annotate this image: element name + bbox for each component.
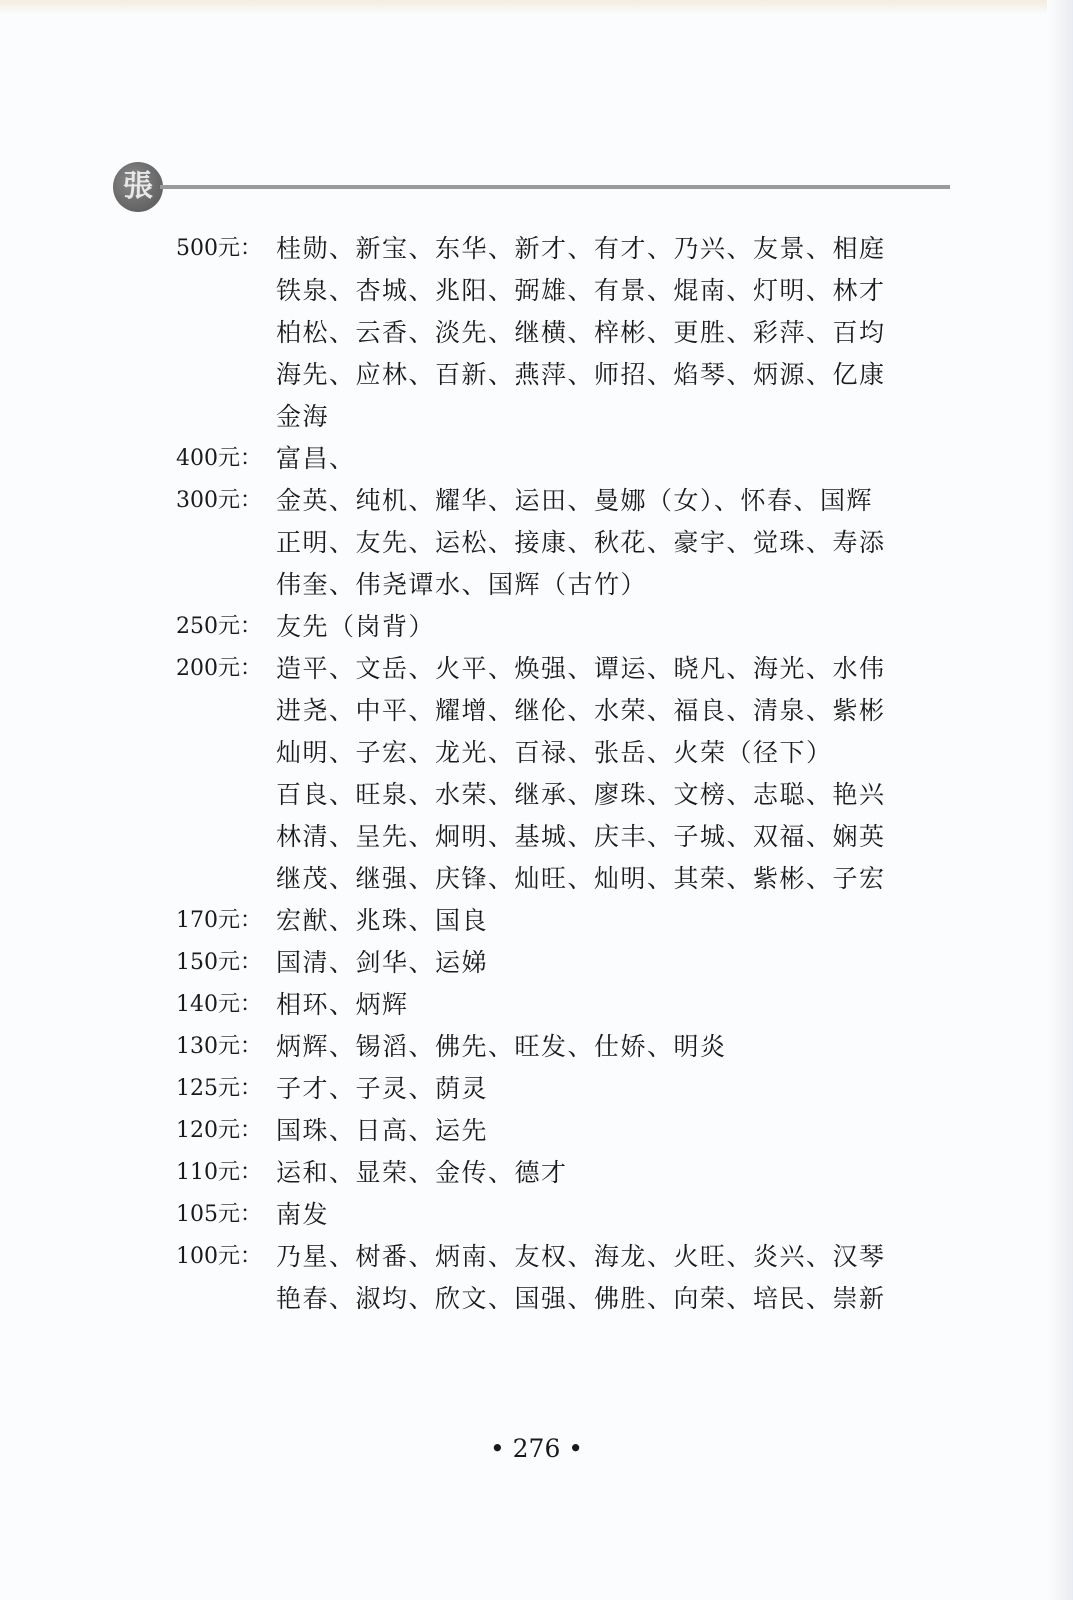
donor-names xyxy=(276,1194,936,1236)
donor-names-line: 百良、旺泉、水荣、继承、廖珠、文榜、志聪、艳兴 xyxy=(276,780,886,809)
header-rule xyxy=(160,185,950,189)
donor-names xyxy=(276,228,936,438)
donor-names-line: 子才、子灵、荫灵 xyxy=(276,1074,489,1103)
donation-row xyxy=(176,438,936,480)
donation-amount: 250元： xyxy=(176,614,262,639)
donation-amount: 150元： xyxy=(176,950,262,975)
donor-names-line: 富昌、 xyxy=(276,444,356,473)
donation-amount: 500元： xyxy=(176,236,262,261)
donation-row xyxy=(176,228,936,438)
chapter-seal-icon xyxy=(113,162,163,212)
donor-names-line: 正明、友先、运松、接康、秋花、豪宇、觉珠、寿添 xyxy=(276,528,886,557)
donor-names xyxy=(276,606,936,648)
donation-amount: 400元： xyxy=(176,446,262,471)
donation-row xyxy=(176,1194,936,1236)
donation-row xyxy=(176,942,936,984)
donation-row xyxy=(176,984,936,1026)
donor-names-line: 灿明、子宏、龙光、百禄、张岳、火荣（径下） xyxy=(276,738,833,767)
donor-names xyxy=(276,900,936,942)
donor-names xyxy=(276,438,936,480)
donor-names-line: 金英、纯机、耀华、运田、曼娜（女）、怀春、国辉 xyxy=(276,486,874,515)
donor-names-line: 林清、呈先、炯明、基城、庆丰、子城、双福、娴英 xyxy=(276,822,886,851)
donor-names-line: 南发 xyxy=(276,1200,330,1229)
donation-row xyxy=(176,1236,936,1320)
donor-names-line: 友先（岗背） xyxy=(276,612,436,641)
donation-amount: 200元： xyxy=(176,656,262,681)
donor-names xyxy=(276,1152,936,1194)
donor-names xyxy=(276,1110,936,1152)
donor-names xyxy=(276,480,936,606)
donor-names-line: 国清、剑华、运娣 xyxy=(276,948,489,977)
donation-row xyxy=(176,1068,936,1110)
donor-names xyxy=(276,942,936,984)
donor-names xyxy=(276,648,936,900)
donation-amount: 125元： xyxy=(176,1076,262,1101)
page-right-edge xyxy=(1047,0,1073,1600)
donation-row xyxy=(176,1110,936,1152)
donor-names-line: 乃星、树番、炳南、友权、海龙、火旺、炎兴、汉琴 xyxy=(276,1242,886,1271)
donor-names-line: 造平、文岳、火平、焕强、谭运、晓凡、海光、水伟 xyxy=(276,654,886,683)
donor-names-line: 炳辉、锡滔、佛先、旺发、仕娇、明炎 xyxy=(276,1032,727,1061)
donation-row xyxy=(176,648,936,900)
donation-amount: 120元： xyxy=(176,1118,262,1143)
donor-names-line: 海先、应林、百新、燕萍、师招、焰琴、炳源、亿康 xyxy=(276,360,886,389)
donation-amount: 300元： xyxy=(176,488,262,513)
donor-names-line: 进尧、中平、耀增、继伦、水荣、福良、清泉、紫彬 xyxy=(276,696,886,725)
donation-amount: 140元： xyxy=(176,992,262,1017)
donor-names-line: 柏松、云香、淡先、继横、梓彬、更胜、彩萍、百均 xyxy=(276,318,886,347)
donor-names-line: 伟奎、伟尧谭水、国辉（古竹） xyxy=(276,570,648,599)
donation-row xyxy=(176,606,936,648)
donation-amount: 130元： xyxy=(176,1034,262,1059)
donor-names xyxy=(276,1068,936,1110)
page-top-edge xyxy=(0,0,1073,14)
donor-names-line: 铁泉、杏城、兆阳、弼雄、有景、焜南、灯明、林才 xyxy=(276,276,886,305)
donation-amount: 105元： xyxy=(176,1202,262,1227)
donation-row xyxy=(176,1152,936,1194)
donor-names-line: 宏猷、兆珠、国良 xyxy=(276,906,489,935)
page-number: • 276 • xyxy=(489,1434,584,1463)
donor-names xyxy=(276,1236,936,1320)
seal-character: 張 xyxy=(123,169,153,204)
donation-row xyxy=(176,1026,936,1068)
donor-names-line: 运和、显荣、金传、德才 xyxy=(276,1158,568,1187)
donor-names-line: 桂勋、新宝、东华、新才、有才、乃兴、友景、相庭 xyxy=(276,234,886,263)
donor-names-line: 国珠、日高、运先 xyxy=(276,1116,489,1145)
donor-names-line: 继茂、继强、庆锋、灿旺、灿明、其荣、紫彬、子宏 xyxy=(276,864,886,893)
donor-names-line: 艳春、淑均、欣文、国强、佛胜、向荣、培民、崇新 xyxy=(276,1284,886,1313)
donation-amount: 170元： xyxy=(176,908,262,933)
donation-amount: 110元： xyxy=(176,1160,262,1185)
donation-row xyxy=(176,480,936,606)
donor-names-line: 相环、炳辉 xyxy=(276,990,409,1019)
donation-row xyxy=(176,900,936,942)
donor-names xyxy=(276,1026,936,1068)
donation-list xyxy=(176,228,936,1320)
donor-names xyxy=(276,984,936,1026)
donor-names-line: 金海 xyxy=(276,402,330,431)
donation-amount: 100元： xyxy=(176,1244,262,1269)
